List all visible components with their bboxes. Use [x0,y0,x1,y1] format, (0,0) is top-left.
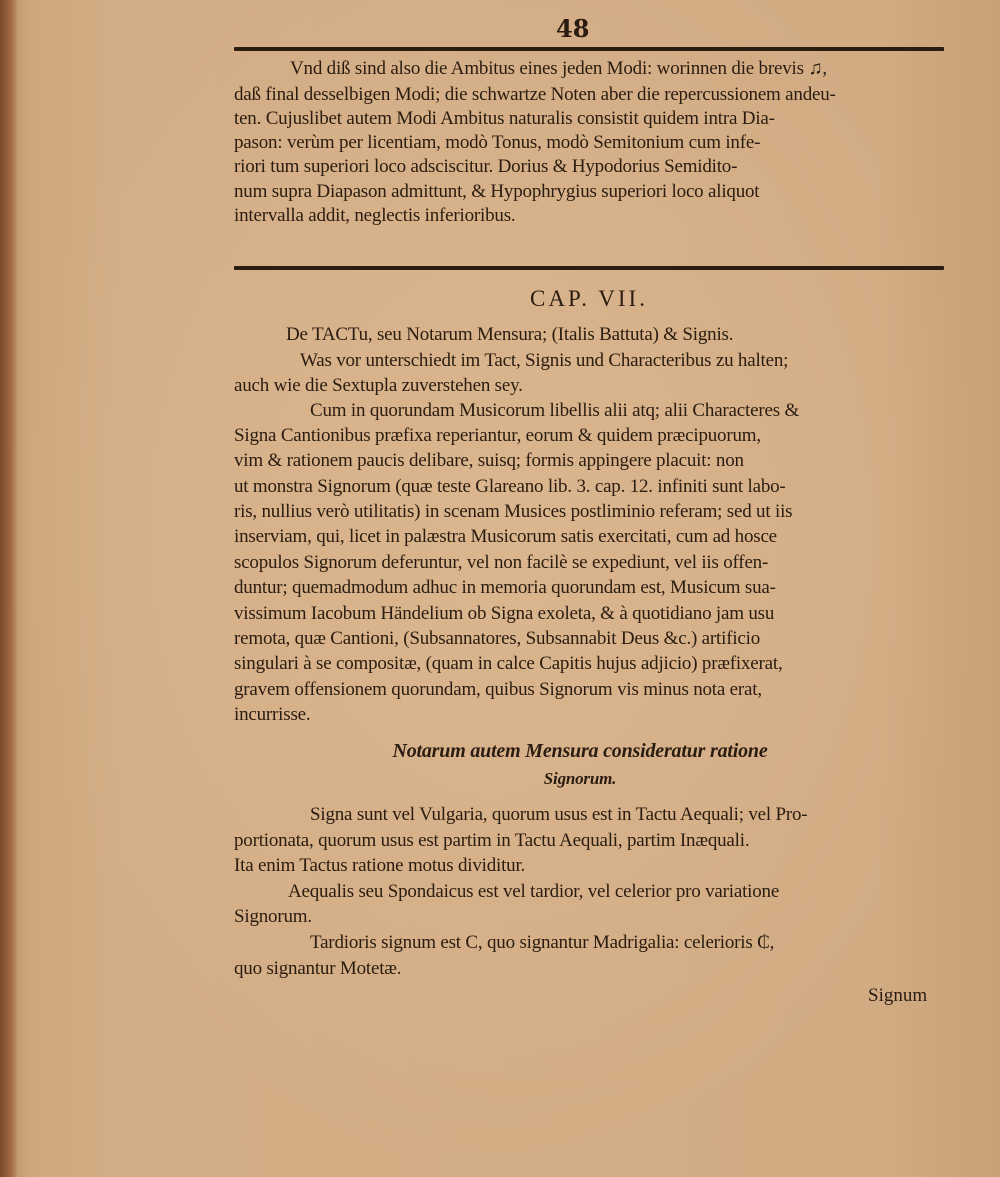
text-line: Signorum. [234,906,312,927]
catchword: Signum [868,985,928,1006]
text-line: quo signantur Motetæ. [234,958,402,979]
text-line: ten. Cujuslibet autem Modi Ambitus naturalis consistit quidem intra Dia- [234,108,775,129]
text-line: incurrisse. [234,704,311,725]
text-line: num supra Diapason admittunt, & Hypophrygius superiori loco aliquot [234,181,760,202]
text-line: Signa sunt vel Vulgaria, quorum usus est in Tactu Aequali; vel Pro- [310,804,808,825]
text-line: scopulos Signorum deferuntur, vel non facilè se expediunt, vel iis offen- [234,552,769,573]
text-line: Ita enim Tactus ratione motus dividitur. [234,855,526,876]
text-line: vim & rationem paucis delibare, suisq; formis appingere placuit: non [234,450,744,471]
text-line: gravem offensionem quorundam, quibus Signorum vis minus nota erat, [234,679,762,700]
chapter-subtitle: De TACTu, seu Notarum Mensura; (Italis Battuta) & Signis. [286,324,734,345]
text-line: ut monstra Signorum (quæ teste Glareano lib. 3. cap. 12. infiniti sunt labo- [234,476,786,497]
text-line: remota, quæ Cantioni, (Subsannatores, Subsannabit Deus &c.) artificio [234,628,761,649]
text-line: duntur; quemadmodum adhuc in memoria quorundam est, Musicum sua- [234,577,776,598]
text-line: riori tum superiori loco adsciscitur. Dorius & Hypodorius Semidito- [234,156,738,177]
german-line: auch wie die Sextupla zuverstehen sey. [234,375,523,396]
book-spine [0,0,18,1177]
text-line: ris, nullius verò utilitatis) in scenam Musices postliminio referam; sed ut iis [234,501,793,522]
text-line: vissimum Iacobum Händelium ob Signa exoleta, & à quotidiano jam usu [234,603,775,624]
top-rule [234,47,944,51]
text-line: Aequalis seu Spondaicus est vel tardior, vel celerior pro variatione [288,881,780,902]
section-title: Notarum autem Mensura consideratur ratione [392,740,768,762]
german-line: Was vor unterschiedt im Tact, Signis und Characteribus zu halten; [300,350,789,371]
text-line: singulari à se compositæ, (quam in calce Capitis hujus adjicio) præfixerat, [234,653,783,674]
text-line: portionata, quorum usus est partim in Tactu Aequali, partim Inæquali. [234,830,750,851]
chapter-rule [234,266,944,270]
page-number: 48 [556,14,590,43]
text-line: inserviam, qui, licet in palæstra Musicorum satis exercitati, cum ad hosce [234,526,777,547]
chapter-heading: CAP. VII. [530,286,648,311]
text-line: Signa Cantionibus præfixa reperiantur, eorum & quidem præcipuorum, [234,425,761,446]
text-line: Cum in quorundam Musicorum libellis alii atq; alii Characteres & [310,400,800,421]
text-line: daß final desselbigen Modi; die schwartze Noten aber die repercussionem andeu- [234,84,836,105]
text-line: intervalla addit, neglectis inferioribus. [234,205,516,226]
section-subtitle: Signorum. [543,769,617,788]
text-line: Vnd diß sind also die Ambitus eines jeden Modi: worinnen die brevis ♫, [290,58,827,79]
text-line: Tardioris signum est C, quo signantur Madrigalia: celerioris ₵, [310,932,775,953]
text-line: pason: verùm per licentiam, modò Tonus, modò Semitonium cum infe- [234,132,761,153]
